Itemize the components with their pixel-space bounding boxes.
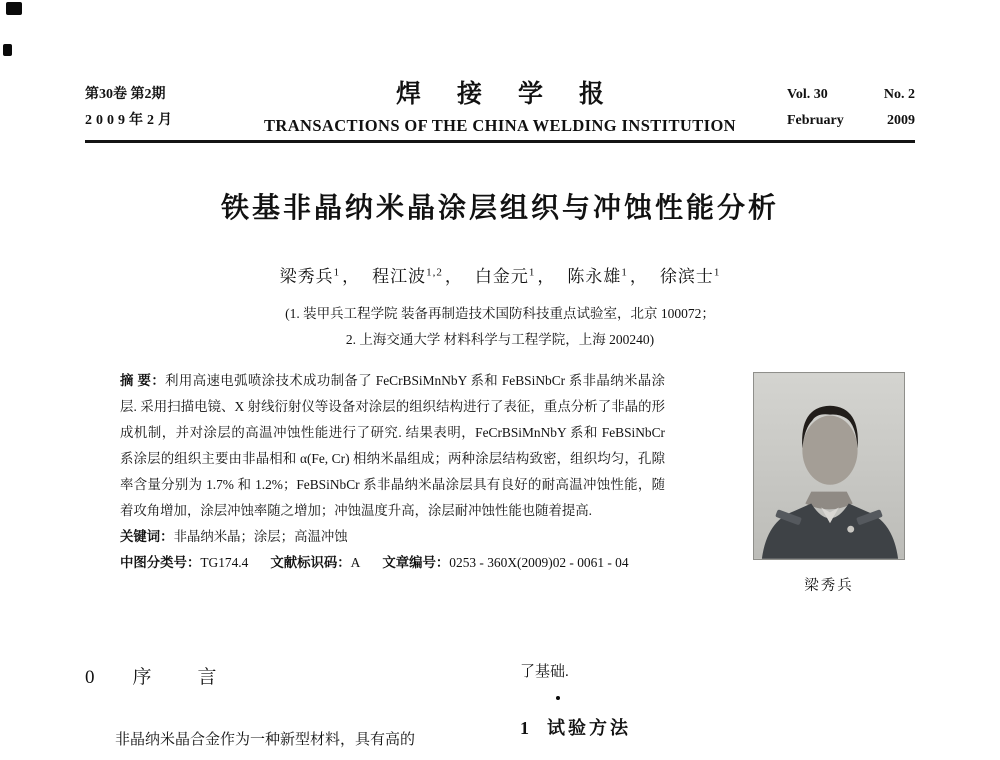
abstract-label: 摘 要： [120, 373, 166, 388]
section-1-title: 试验方法 [547, 718, 631, 738]
section-0-number: 0 [85, 667, 95, 688]
article-id-value: 0253 - 360X(2009)02 - 0061 - 04 [449, 555, 629, 570]
abstract-paragraph [120, 368, 665, 524]
keywords-label: 关键词： [120, 529, 174, 544]
journal-title-block [250, 74, 750, 136]
affiliation-line-1: (1. 装甲兵工程学院 装备再制造技术国防科技重点试验室，北京 100072； [285, 306, 715, 321]
author-separator: ， [342, 267, 361, 286]
section-0-title: 序言 [132, 667, 263, 688]
year-en: 2009 [887, 113, 915, 128]
header-rule [85, 140, 915, 143]
section-0-heading [85, 662, 263, 689]
doc-code-label: 文献标识码： [270, 555, 351, 570]
issue-date-cn: 2009年2月 [85, 113, 176, 128]
scan-artifact [556, 696, 560, 700]
article-title: 铁基非晶纳米晶涂层组织与冲蚀性能分析 [220, 193, 779, 224]
classification-line [120, 550, 665, 576]
abstract-text: 利用高速电弧喷涂技术成功制备了 FeCrBSiMnNbY 系和 FeBSiNbCr 系非晶纳米晶涂层. 采用扫描电镜、X 射线衍射仪等设备对涂层的组织结构进行了表征，重点分析了非晶的形成机制，并对涂层的高温冲蚀性能进行了研究. 结果表明，FeCrBSiMnNbY 系和 FeBSiNbCr 系涂层的组织主要由非晶相和 α(Fe, Cr) 相纳米晶组成；两种涂层结构致密，组织均匀，孔隙率含量分别为 1.7% 和 1.2%；FeBSiNbCr 系非晶纳米晶涂层具有良好的耐高温冲蚀性能，随着攻角增加，涂层冲蚀率随之增加；冲蚀温度升高，涂层耐冲蚀性能也随着提高. [120, 373, 665, 518]
scan-artifact [6, 2, 22, 15]
author-name: 陈永雄$^1$ [567, 266, 628, 286]
section-1-heading [520, 714, 631, 740]
volume-issue-cn: 第30卷 第2期 [85, 87, 166, 102]
volume-en: Vol. 30 [787, 87, 828, 102]
month-en: February [787, 113, 844, 128]
article-id-label: 文章编号： [382, 555, 450, 570]
portrait-silhouette-icon [754, 373, 904, 559]
journal-title-en: TRANSACTIONS OF THE CHINA WELDING INSTITUTION [263, 116, 736, 135]
author-name: 徐滨士$^1$ [659, 266, 721, 286]
keywords-text: 非晶纳米晶；涂层；高温冲蚀 [173, 529, 348, 544]
author-separator: ， [629, 267, 648, 286]
journal-title-cn: 焊接学报 [395, 81, 640, 108]
author-line [0, 262, 1000, 287]
author-name: 梁秀兵$^1$ [279, 266, 341, 286]
intro-paragraph: 非晶纳米晶合金作为一种新型材料，具有高的 [115, 732, 416, 748]
clc-label: 中图分类号： [120, 555, 201, 570]
abstract-block [120, 368, 665, 576]
issue-en: No. 2 [883, 87, 915, 102]
scan-artifact [3, 44, 12, 56]
author-portrait-photo [753, 372, 905, 560]
author-name: 白金元$^1$ [474, 266, 536, 286]
clc-value: TG174.4 [200, 555, 249, 570]
doc-code-value: A [350, 555, 361, 570]
author-separator: ， [444, 267, 463, 286]
affiliation-line-2: 2. 上海交通大学 材料科学与工程学院，上海 200240) [345, 332, 655, 347]
right-column-continuation: 了基础. [520, 664, 569, 680]
section-1-number: 1 [520, 718, 529, 738]
author-separator: ， [537, 267, 556, 286]
keywords-line [120, 524, 665, 550]
journal-vol-block [787, 82, 915, 134]
portrait-caption: 梁秀兵 [804, 578, 854, 594]
journal-issue-block [85, 82, 176, 134]
author-name: 程江波$^{1,2}$ [372, 266, 443, 286]
